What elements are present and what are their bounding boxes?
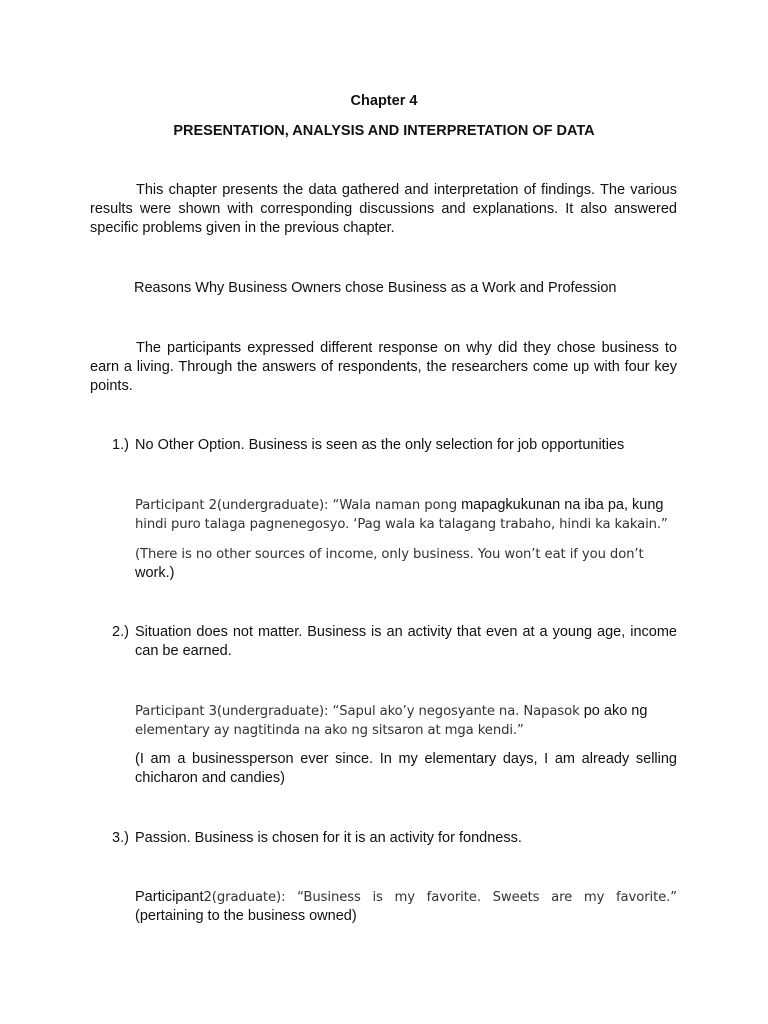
list-item-text: No Other Option. Business is seen as the only selection for job opportunities (135, 437, 625, 453)
quote-text: 2(graduate): “Business is my favorite. Sweets are my favorite.” (203, 890, 677, 905)
quote-translation (135, 545, 677, 583)
list-item (112, 436, 677, 455)
quote-text: po ako ng (583, 703, 648, 719)
list-item-number: 2.) (112, 624, 129, 640)
list-item (112, 623, 677, 661)
list-item (112, 829, 677, 848)
quote-speaker: Participant 2(undergraduate): “Wala naman pong (135, 498, 462, 513)
quote-text: mapagkukunan na iba pa, kung (461, 497, 664, 513)
section-intro-paragraph: The participants expressed different response on why did they chose business to earn a living. Through the answers of respondents, the researchers come up with four key points. (90, 340, 677, 394)
list-item-number: 1.) (112, 437, 129, 453)
list-item-text: Passion. Business is chosen for it is an activity for fondness. (135, 830, 522, 846)
translation-line: work.) (135, 565, 175, 581)
list-item-text: Situation does not matter. Business is an activity that even at a young age, income can be earned. (135, 624, 677, 659)
quote-text-line: (pertaining to the business owned) (135, 908, 357, 924)
quote-speaker: Participant (135, 889, 204, 905)
section-heading: Reasons Why Business Owners chose Business as a Work and Profession (134, 280, 617, 296)
participant-quote (135, 702, 677, 740)
chapter-title: PRESENTATION, ANALYSIS AND INTERPRETATION OF DATA (173, 123, 595, 139)
quote-text-line: elementary ay nagtitinda na ako ng sitsaron at mga kendi.” (135, 723, 524, 738)
quote-speaker: Participant 3(undergraduate): “Sapul ako’y negosyante na. Napasok (135, 704, 584, 719)
quote-text-line: hindi puro talaga pagnenegosyo. ‘Pag wala ka talagang trabaho, hindi ka kakain.” (135, 517, 668, 532)
participant-quote (135, 496, 677, 534)
chapter-label: Chapter 4 (350, 93, 418, 109)
intro-paragraph: This chapter presents the data gathered and interpretation of findings. The various results were shown with corresponding discussions and explanations. It also answered specific problems given in the previous chapter. (90, 182, 677, 236)
participant-quote (135, 888, 677, 926)
quote-translation: (I am a businessperson ever since. In my elementary days, I am already selling chicharon and candies) (135, 751, 677, 786)
list-item-number: 3.) (112, 830, 129, 846)
translation-line: (There is no other sources of income, only business. You won’t eat if you don’t (135, 547, 644, 562)
